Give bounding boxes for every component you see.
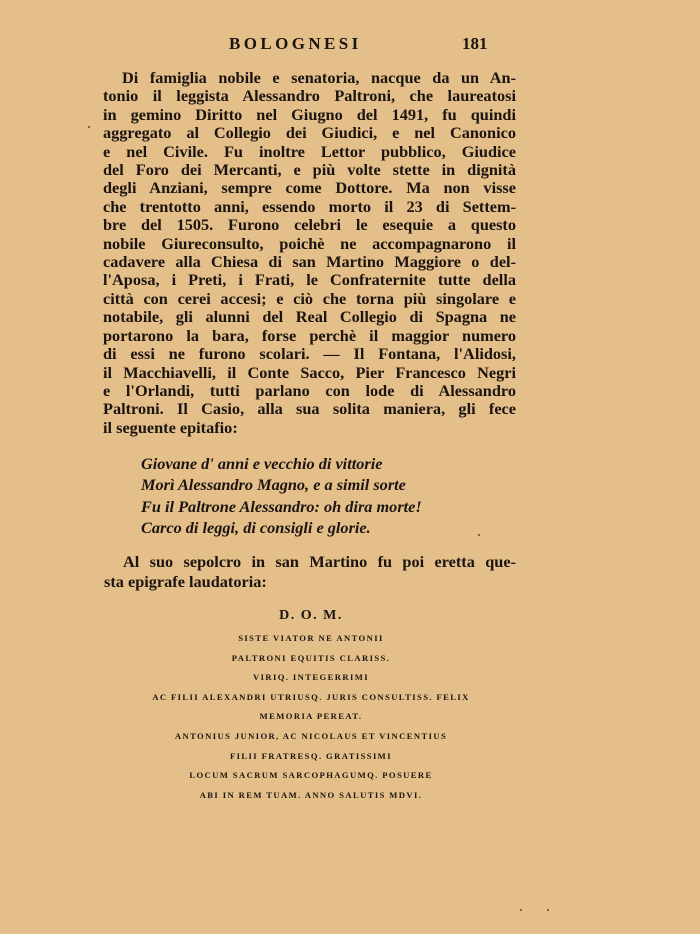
paragraph-1 bbox=[103, 69, 516, 437]
epigraph-line: MEMORIA PEREAT. bbox=[259, 711, 363, 722]
text-line: del Foro dei Mercanti, e più volte stette in dignità bbox=[103, 160, 516, 180]
poem-line: Giovane d' anni e vecchio di vittorie bbox=[141, 454, 383, 473]
text-line: e nel Civile. Fu inoltre Lettor pubblico, Giudice bbox=[103, 141, 516, 161]
poem-line: Morì Alessandro Magno, e a simil sorte bbox=[141, 475, 406, 495]
epigraph-line: SISTE VIATOR NE ANTONII bbox=[238, 633, 384, 643]
text-line: l'Aposa, i Preti, i Frati, le Confraternite tutte della bbox=[103, 270, 516, 290]
text-line: Paltroni. Il Casio, alla sua solita maniera, gli fece bbox=[103, 399, 516, 419]
epigraph-line: ANTONIUS JUNIOR, AC NICOLAUS ET VINCENTIUS bbox=[174, 730, 448, 741]
text-line: Al suo sepolcro in san Martino fu poi eretta que- bbox=[123, 552, 516, 571]
ink-speck bbox=[88, 126, 90, 128]
text-line: il Macchiavelli, il Conte Sacco, Pier Francesco Negri bbox=[103, 362, 516, 382]
epigraph-line: LOCUM SACRUM SARCOPHAGUMQ. POSUERE bbox=[189, 770, 433, 781]
ink-speck bbox=[520, 909, 522, 911]
text-line: che trentotto anni, essendo morto il 23 di Settem- bbox=[103, 196, 516, 216]
text-line: bre del 1505. Furono celebri le esequie a questo bbox=[103, 215, 516, 235]
text-line: notabile, gli alunni del Real Collegio di Spagna ne bbox=[103, 307, 516, 327]
epigraph-inscription bbox=[0, 603, 622, 805]
text-line: tonio il leggista Alessandro Paltroni, che laureatosi bbox=[103, 86, 516, 106]
text-line: portarono la bara, forse perchè il maggior numero bbox=[103, 325, 516, 345]
text-line: città con cerei accesi; e ciò che torna più singolare e bbox=[103, 288, 516, 308]
text-line: aggregato al Collegio dei Giudici, e nel Canonico bbox=[103, 123, 516, 143]
text-line: degli Anziani, sempre come Dottore. Ma non visse bbox=[103, 178, 516, 198]
text-line: sta epigrafe laudatoria: bbox=[104, 571, 267, 591]
epitaph-poem bbox=[141, 453, 422, 538]
text-line: di essi ne furono scolari. — Il Fontana, l'Alidosi, bbox=[103, 344, 516, 364]
page-number: 181 bbox=[462, 34, 488, 53]
poem-line: Fu il Paltrone Alessandro: oh dira morte! bbox=[141, 496, 422, 516]
text-line: nobile Giureconsulto, poichè ne accompagnarono il bbox=[103, 233, 516, 253]
running-title: BOLOGNESI bbox=[229, 34, 362, 53]
poem-line: Carco di leggi, di consigli e glorie. bbox=[141, 517, 371, 537]
text-line: cadavere alla Chiesa di san Martino Maggiore o del- bbox=[103, 252, 516, 272]
paragraph-2 bbox=[104, 552, 516, 591]
epigraph-heading: D. O. M. bbox=[279, 608, 343, 623]
text-line: e l'Orlandi, tutti parlano con lode di Alessandro bbox=[103, 380, 516, 400]
ink-speck bbox=[547, 909, 549, 911]
running-header bbox=[0, 34, 700, 58]
text-line: il seguente epitafio: bbox=[103, 417, 238, 437]
epigraph-line: VIRIQ. INTEGERRIMI bbox=[253, 672, 369, 683]
epigraph-line: PALTRONI EQUITIS CLARISS. bbox=[231, 652, 391, 663]
text-line: in gemino Diritto nel Giugno del 1491, fu quindi bbox=[103, 104, 516, 124]
epigraph-line: FILII FRATRESQ. GRATISSIMI bbox=[230, 750, 392, 761]
epigraph-line: ABI IN REM TUAM. ANNO SALUTIS MDVI. bbox=[199, 789, 423, 800]
text-line: Di famiglia nobile e senatoria, nacque da un An- bbox=[122, 68, 516, 87]
ink-speck bbox=[478, 534, 480, 536]
epigraph-line: AC FILII ALEXANDRI UTRIUSQ. JURIS CONSULTISS. FELIX bbox=[152, 691, 470, 702]
